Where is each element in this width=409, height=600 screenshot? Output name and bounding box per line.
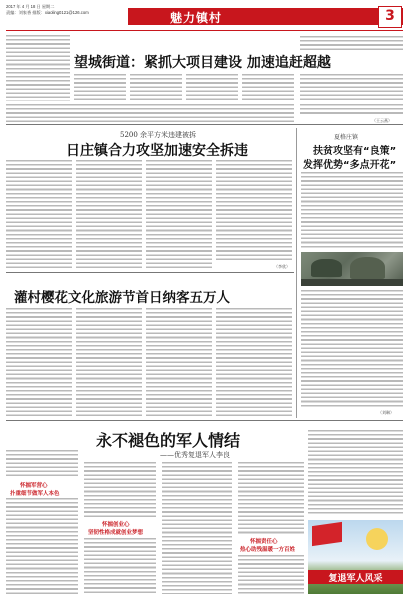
article3-title: 灌村樱花文化旅游节首日纳客五万人 — [14, 290, 230, 306]
subhead-3-line2: 热心助残温暖一方百姓 — [240, 547, 296, 553]
article3-col4 — [216, 308, 292, 416]
article2-col3 — [146, 160, 212, 270]
divider-3 — [6, 420, 403, 421]
article1-body-a — [74, 74, 126, 100]
article1-col-right-top — [300, 36, 403, 50]
sidebar-divider — [296, 128, 297, 418]
sidebar1-kicker: 夏格庄镇 — [334, 134, 359, 141]
article2-col4 — [216, 160, 292, 262]
article1-col-right2 — [300, 104, 403, 116]
section-title: 魅力镇村 — [170, 11, 223, 25]
article3-col2 — [76, 308, 142, 416]
article1-body-b — [130, 74, 182, 100]
banner-text: 复退军人风采 — [328, 574, 383, 584]
veteran-banner-image — [308, 520, 403, 594]
article4-col4-bottom — [238, 555, 304, 594]
article3-col3 — [146, 308, 212, 416]
article4-col5 — [308, 430, 403, 516]
article1-col1 — [6, 35, 70, 101]
article4-col1-bottom — [6, 498, 78, 594]
article4-col1-top — [6, 450, 78, 478]
article4-col2-bottom — [84, 538, 156, 594]
sidebar1-credit: （刘琳） — [378, 410, 394, 415]
article1-body-c — [186, 74, 238, 100]
article2-col1 — [6, 160, 72, 270]
subhead-2-line2: 坚韧性格成就创业梦想 — [88, 530, 144, 536]
header-date: 2017 年 4 月 18 日 星期二 — [6, 4, 55, 9]
subhead-3-line1: 怀揣责任心 — [250, 539, 278, 545]
article2-kicker: 5200 余平方米违建被拆 — [120, 131, 197, 139]
page-header — [0, 0, 409, 34]
sidebar1-title-line1: 扶贫攻坚有“良策” — [313, 146, 397, 157]
subhead-1-line2: 扑重细节做军人本色 — [10, 491, 60, 497]
article1-body-d — [242, 74, 294, 100]
subhead-2-line1: 怀揣创业心 — [102, 522, 130, 528]
sidebar1-photo — [301, 252, 403, 286]
sidebar1-title-line2: 发挥优势“多点开花” — [303, 160, 397, 171]
article1-body-e — [6, 104, 294, 122]
article2-credit: （李欣） — [274, 264, 290, 269]
subhead-1-line1: 怀揣军营心 — [20, 483, 48, 489]
article1-title: 望城街道：紧抓大项目建设 加速追赶超越 — [74, 55, 331, 71]
article4-col4-top — [238, 462, 304, 534]
divider-2 — [6, 272, 294, 273]
page-number: 3 — [378, 6, 402, 28]
article1-col-right — [300, 74, 403, 102]
article4-subtitle: ——优秀复退军人李良 — [160, 451, 230, 459]
divider-1 — [6, 124, 403, 125]
article1-credit: （王云燕） — [372, 118, 392, 123]
article2-title: 日庄镇合力攻坚加速安全拆违 — [66, 143, 248, 159]
sidebar1-body-2 — [301, 290, 403, 408]
sidebar1-body-1 — [301, 172, 403, 250]
header-divider — [6, 30, 403, 31]
article3-col1 — [6, 308, 72, 416]
article4-col2-top — [84, 462, 156, 518]
header-meta — [6, 4, 89, 16]
header-editors: 责编：刘家香 排版：xiaoling0121@126.com — [6, 10, 89, 15]
article4-col3 — [162, 462, 232, 594]
article4-title: 永不褪色的军人情结 — [96, 431, 241, 450]
article2-col2 — [76, 160, 142, 270]
